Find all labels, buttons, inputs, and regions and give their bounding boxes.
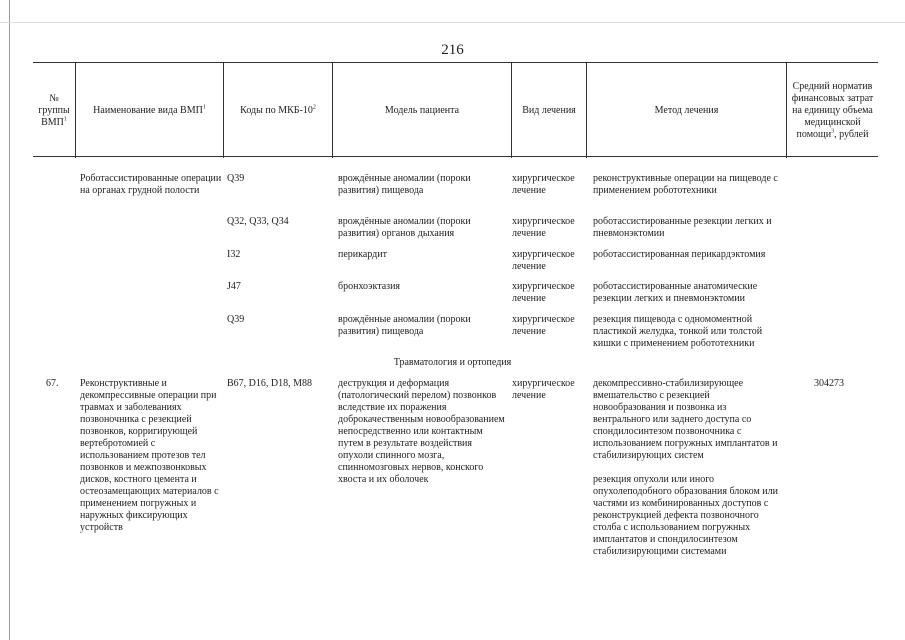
- patient-model: перикардит: [338, 249, 387, 260]
- treatment-method: реконструктивные операции на пищеводе с применением робототехники: [593, 173, 778, 196]
- vmp-name-robotic: Роботассистированные операции на органах грудной полости: [80, 173, 222, 196]
- patient-model: врождённые аномалии (пороки развития) органов дыхания: [338, 216, 471, 239]
- treatment-type: хирургическое лечение: [512, 281, 575, 304]
- page-number: 216: [441, 42, 464, 58]
- header-group-number: № группы ВМП$^1$: [38, 92, 70, 128]
- treatment-type: хирургическое лечение: [512, 173, 575, 196]
- icd-code: I32: [227, 249, 241, 260]
- treatment-type: хирургическое лечение: [512, 249, 575, 272]
- group-number: 67.: [46, 378, 59, 389]
- icd-code: J47: [227, 281, 241, 292]
- treatment-method: роботассистированная перикардэктомия: [593, 249, 766, 260]
- treatment-type: хирургическое лечение: [512, 314, 575, 337]
- treatment-method: декомпрессивно-стабилизирующее вмешательство с резекцией новообразования и позвонка из вентрального или заднего доступа со спондилосинтезом позвоночника с использованием погружных имплантатов и стабилизирующих систем: [593, 378, 778, 461]
- header-icd-codes: Коды по МКБ-$10^2$: [223, 63, 332, 158]
- vmp-name: Реконструктивные и декомпрессивные операции при травмах и заболеваниях позвоночника с резекцией позвонков, корригирующей вертебротомией с использованием протезов тел позвонков и межпозвонковых дисков, костного цемента и остеозамещающих материалов с применением погружных и наружных фиксирующих устройств: [80, 378, 219, 533]
- patient-model: бронхоэктазия: [338, 281, 401, 292]
- table-header: [33, 62, 878, 157]
- cost-norm-value: 304273: [814, 378, 844, 389]
- patient-model: врождённые аномалии (пороки развития) пищевода: [338, 173, 471, 196]
- icd-code: Q39: [227, 173, 245, 184]
- treatment-type: хирургическое лечение: [512, 216, 575, 239]
- treatment-method: роботассистированные резекции легких и пневмонэктомии: [593, 216, 772, 239]
- icd-code: Q32, Q33, Q34: [227, 216, 289, 227]
- treatment-type: хирургическое лечение: [512, 378, 575, 401]
- treatment-method: резекция пищевода с одномоментной пластикой желудка, тонкой или толстой кишки с применением робототехники: [593, 314, 763, 349]
- header-patient-model: Модель пациента: [332, 63, 511, 158]
- header-cost-norm: Средний норматив финансовых затрат на единицу объема медицинской помощи$^3$, рублей: [786, 63, 878, 158]
- header-treatment-type: Вид лечения: [511, 63, 586, 158]
- frame-top: [0, 22, 905, 23]
- header-vmp-name: Наименование вида ВМП$^1$: [75, 63, 223, 158]
- header-treatment-method: Метод лечения: [586, 63, 786, 158]
- treatment-method: роботассистированные анатомические резекции легких и пневмонэктомии: [593, 281, 758, 304]
- patient-model: врождённые аномалии (пороки развития) пищевода: [338, 314, 471, 337]
- treatment-method: резекция опухоли или иного опухолеподобного образования блоком или частями из комбинированных доступов с реконструкцией дефекта позвоночного столба с использованием погружных имплантатов и спондилосинтезом стабилизирующими системами: [593, 474, 778, 557]
- section-title: Травматология и ортопедия: [393, 357, 512, 368]
- icd-codes: B67, D16, D18, M88: [227, 378, 313, 389]
- frame-left: [9, 0, 10, 640]
- patient-model: деструкция и деформация (патологический перелом) позвонков вследствие их поражения доброкачественным новообразованием непосредственно или контактным путем в результате воздействия опухоли спинного мозга, спинномозговых нервов, конского хвоста и их оболочек: [338, 378, 505, 485]
- icd-code: Q39: [227, 314, 245, 325]
